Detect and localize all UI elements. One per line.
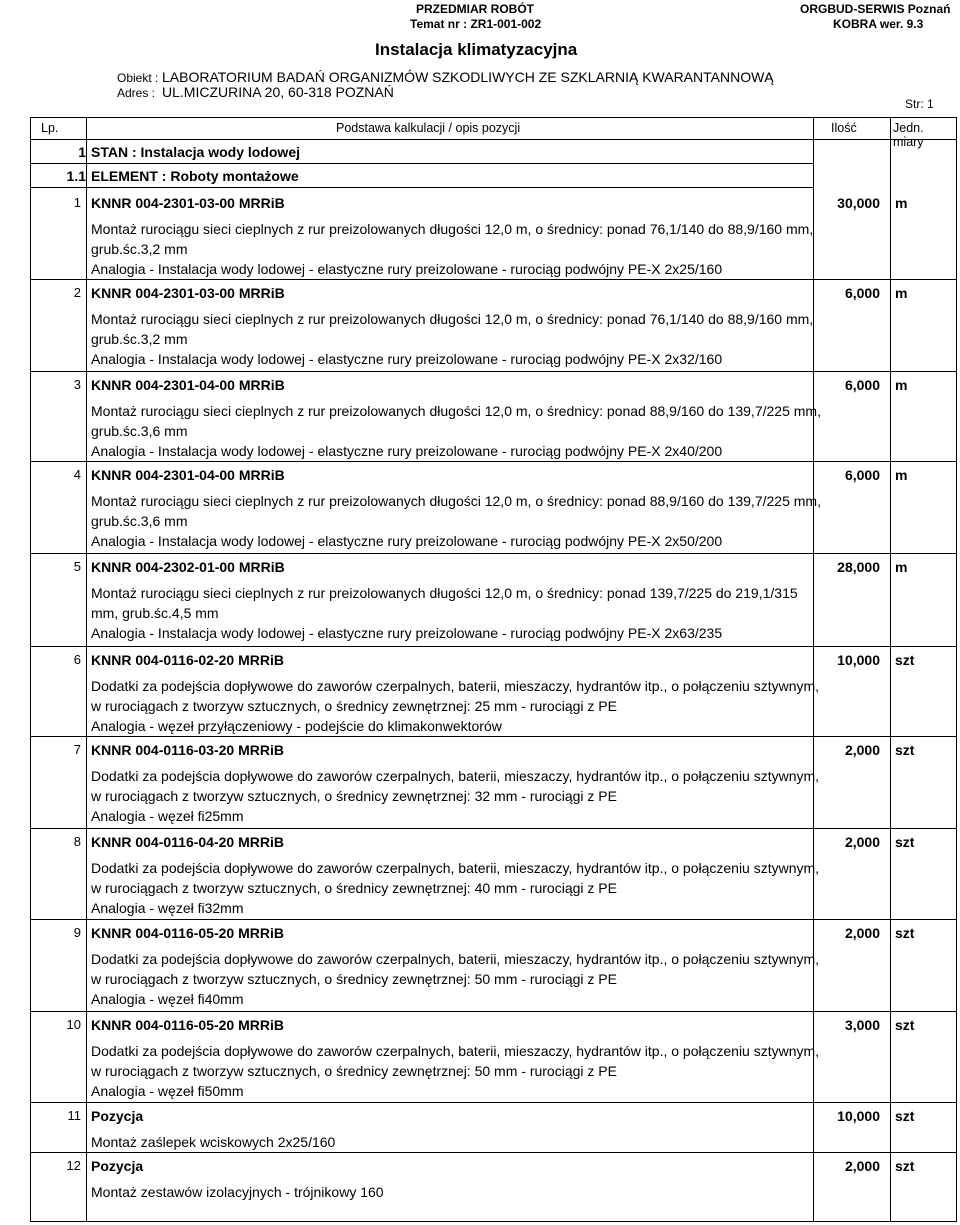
item-description-line: Analogia - Instalacja wody lodowej - elastyczne rury preizolowane - rurociąg podwójny PE-X 2x63/235 [91,625,723,641]
item-unit: m [895,559,908,575]
item-description-line: Analogia - Instalacja wody lodowej - elastyczne rury preizolowane - rurociąg podwójny PE-X 2x50/200 [91,533,723,549]
item-description-line: Analogia - Instalacja wody lodowej - elastyczne rury preizolowane - rurociąg podwójny PE-X 2x40/200 [91,443,723,459]
object-value: LABORATORIUM BADAŃ ORGANIZMÓW SZKODLIWYCH ZE SZKLARNIĄ KWARANTANNOWĄ [162,69,774,85]
item-description-line: Montaż zestawów izolacyjnych - trójnikowy 160 [91,1184,384,1200]
item-description-line: w rurociągach z tworzyw sztucznych, o średnicy zewnętrznej: 50 mm - rurociągi z PE [91,1063,617,1079]
item-code: Pozycja [91,1158,144,1174]
section-divider [31,187,813,188]
item-quantity: 30,000 [837,195,880,211]
item-description-line: w rurociągach z tworzyw sztucznych, o średnicy zewnętrznej: 25 mm - rurociągi z PE [91,698,617,714]
item-quantity: 2,000 [844,925,880,941]
item-number: 6 [73,652,81,667]
item-description-line: Dodatki za podejścia dopływowe do zaworów czerpalnych, baterii, mieszaczy, hydrantów itp., o połączeniu sztywnym, [91,768,820,784]
item-description-line: Analogia - Instalacja wody lodowej - elastyczne rury preizolowane - rurociąg podwójny PE-X 2x32/160 [91,351,723,367]
item-quantity: 2,000 [844,1158,880,1174]
item-unit: szt [895,834,915,850]
column-divider [86,118,87,1221]
item-quantity: 3,000 [844,1017,880,1033]
row-divider [31,1152,956,1153]
item-description-line: Analogia - węzeł przyłączeniowy - podejście do klimakonwektorów [91,718,502,734]
item-number: 1 [73,195,81,210]
element-label: ELEMENT : Roboty montażowe [91,168,299,184]
item-quantity: 10,000 [837,652,880,668]
element-number: 1.1 [66,168,86,184]
item-description-line: Montaż rurociągu sieci cieplnych z rur preizolowanych długości 12,0 m, o średnicy: ponad 139,7/225 do 219,1/315 [91,585,798,601]
item-code: KNNR 004-2301-04-00 MRRiB [91,377,285,393]
column-header-basis: Podstawa kalkulacji / opis pozycji [336,121,521,135]
item-unit: m [895,285,908,301]
item-description-line: Analogia - węzeł fi40mm [91,991,244,1007]
item-description-line: Dodatki za podejścia dopływowe do zaworów czerpalnych, baterii, mieszaczy, hydrantów itp., o połączeniu sztywnym, [91,1043,820,1059]
item-code: KNNR 004-2301-03-00 MRRiB [91,195,285,211]
item-number: 9 [73,925,81,940]
item-number: 3 [73,377,81,392]
item-quantity: 10,000 [837,1108,880,1124]
item-description-line: grub.śc.3,2 mm [91,331,188,347]
item-description-line: Dodatki za podejścia dopływowe do zaworów czerpalnych, baterii, mieszaczy, hydrantów itp., o połączeniu sztywnym, [91,678,820,694]
row-divider [31,736,956,737]
item-unit: m [895,195,908,211]
row-divider [31,919,956,920]
item-description-line: Montaż rurociągu sieci cieplnych z rur preizolowanych długości 12,0 m, o średnicy: ponad 76,1/140 do 88,9/160 mm, [91,221,814,237]
item-code: Pozycja [91,1108,144,1124]
column-header-qty: Ilość [831,121,857,135]
item-code: KNNR 004-0116-04-20 MRRiB [91,834,284,850]
item-unit: szt [895,1158,915,1174]
row-divider [31,279,956,280]
item-number: 5 [73,559,81,574]
item-description-line: grub.śc.3,6 mm [91,423,188,439]
company-name: ORGBUD-SERWIS Poznań [800,2,951,16]
column-header-unit: Jedn. miary [893,121,924,149]
item-code: KNNR 004-0116-05-20 MRRiB [91,925,284,941]
document-title: Instalacja klimatyzacyjna [375,40,578,59]
item-number: 7 [73,742,81,757]
item-code: KNNR 004-2301-03-00 MRRiB [91,285,285,301]
item-description-line: Montaż rurociągu sieci cieplnych z rur preizolowanych długości 12,0 m, o średnicy: ponad 76,1/140 do 88,9/160 mm, [91,311,814,327]
row-divider [31,1011,956,1012]
item-number: 4 [73,467,81,482]
item-description-line: grub.śc.3,6 mm [91,513,188,529]
stan-number: 1 [78,144,86,160]
item-quantity: 6,000 [844,285,880,301]
item-code: KNNR 004-0116-02-20 MRRiB [91,652,284,668]
subject-number: Temat nr : ZR1-001-002 [410,17,542,31]
item-description-line: Montaż zaślepek wciskowych 2x25/160 [91,1134,336,1150]
column-divider [890,118,891,1221]
item-description-line: Analogia - węzeł fi25mm [91,808,244,824]
stan-label: STAN : Instalacja wody lodowej [91,144,300,160]
item-unit: szt [895,652,915,668]
page-number: Str: 1 [905,97,934,111]
item-code: KNNR 004-2302-01-00 MRRiB [91,559,285,575]
item-description-line: Analogia - węzeł fi50mm [91,1083,244,1099]
item-unit: m [895,377,908,393]
item-unit: m [895,467,908,483]
item-description-line: w rurociągach z tworzyw sztucznych, o średnicy zewnętrznej: 32 mm - rurociągi z PE [91,788,617,804]
bill-of-quantities-table [30,117,957,1222]
item-unit: szt [895,925,915,941]
header-divider [31,139,956,140]
item-description-line: Montaż rurociągu sieci cieplnych z rur preizolowanych długości 12,0 m, o średnicy: ponad 88,9/160 do 139,7/225 mm, [91,493,821,509]
item-description-line: Dodatki za podejścia dopływowe do zaworów czerpalnych, baterii, mieszaczy, hydrantów itp., o połączeniu sztywnym, [91,860,820,876]
software-version: KOBRA wer. 9.3 [833,17,924,31]
row-divider [31,371,956,372]
section-divider [31,163,813,164]
row-divider [31,461,956,462]
item-description-line: Montaż rurociągu sieci cieplnych z rur preizolowanych długości 12,0 m, o średnicy: ponad 88,9/160 do 139,7/225 mm, [91,403,821,419]
object-label: Obiekt : [117,71,159,85]
item-number: 11 [67,1108,81,1123]
item-description-line: grub.śc.3,2 mm [91,241,188,257]
row-divider [31,828,956,829]
item-quantity: 6,000 [844,377,880,393]
row-divider [31,646,956,647]
item-number: 12 [66,1158,81,1173]
item-quantity: 2,000 [844,834,880,850]
item-description-line: mm, grub.śc.4,5 mm [91,605,219,621]
item-number: 8 [73,834,81,849]
item-number: 10 [66,1017,81,1032]
report-type-title: PRZEDMIAR ROBÓT [416,2,534,16]
item-description-line: Analogia - Instalacja wody lodowej - elastyczne rury preizolowane - rurociąg podwójny PE-X 2x25/160 [91,261,723,277]
item-unit: szt [895,1108,915,1124]
item-description-line: w rurociągach z tworzyw sztucznych, o średnicy zewnętrznej: 50 mm - rurociągi z PE [91,971,617,987]
item-description-line: w rurociągach z tworzyw sztucznych, o średnicy zewnętrznej: 40 mm - rurociągi z PE [91,880,617,896]
item-quantity: 28,000 [837,559,880,575]
address-label: Adres : [117,86,156,100]
item-quantity: 6,000 [844,467,880,483]
item-description-line: Analogia - węzeł fi32mm [91,900,244,916]
item-code: KNNR 004-2301-04-00 MRRiB [91,467,285,483]
column-header-lp: Lp. [41,121,59,135]
address-value: UL.MICZURINA 20, 60-318 POZNAŃ [162,84,394,100]
item-unit: szt [895,1017,915,1033]
item-code: KNNR 004-0116-05-20 MRRiB [91,1017,284,1033]
row-divider [31,553,956,554]
item-number: 2 [73,285,81,300]
item-description-line: Dodatki za podejścia dopływowe do zaworów czerpalnych, baterii, mieszaczy, hydrantów itp., o połączeniu sztywnym, [91,951,820,967]
item-quantity: 2,000 [844,742,880,758]
row-divider [31,1102,956,1103]
item-unit: szt [895,742,915,758]
item-code: KNNR 004-0116-03-20 MRRiB [91,742,284,758]
